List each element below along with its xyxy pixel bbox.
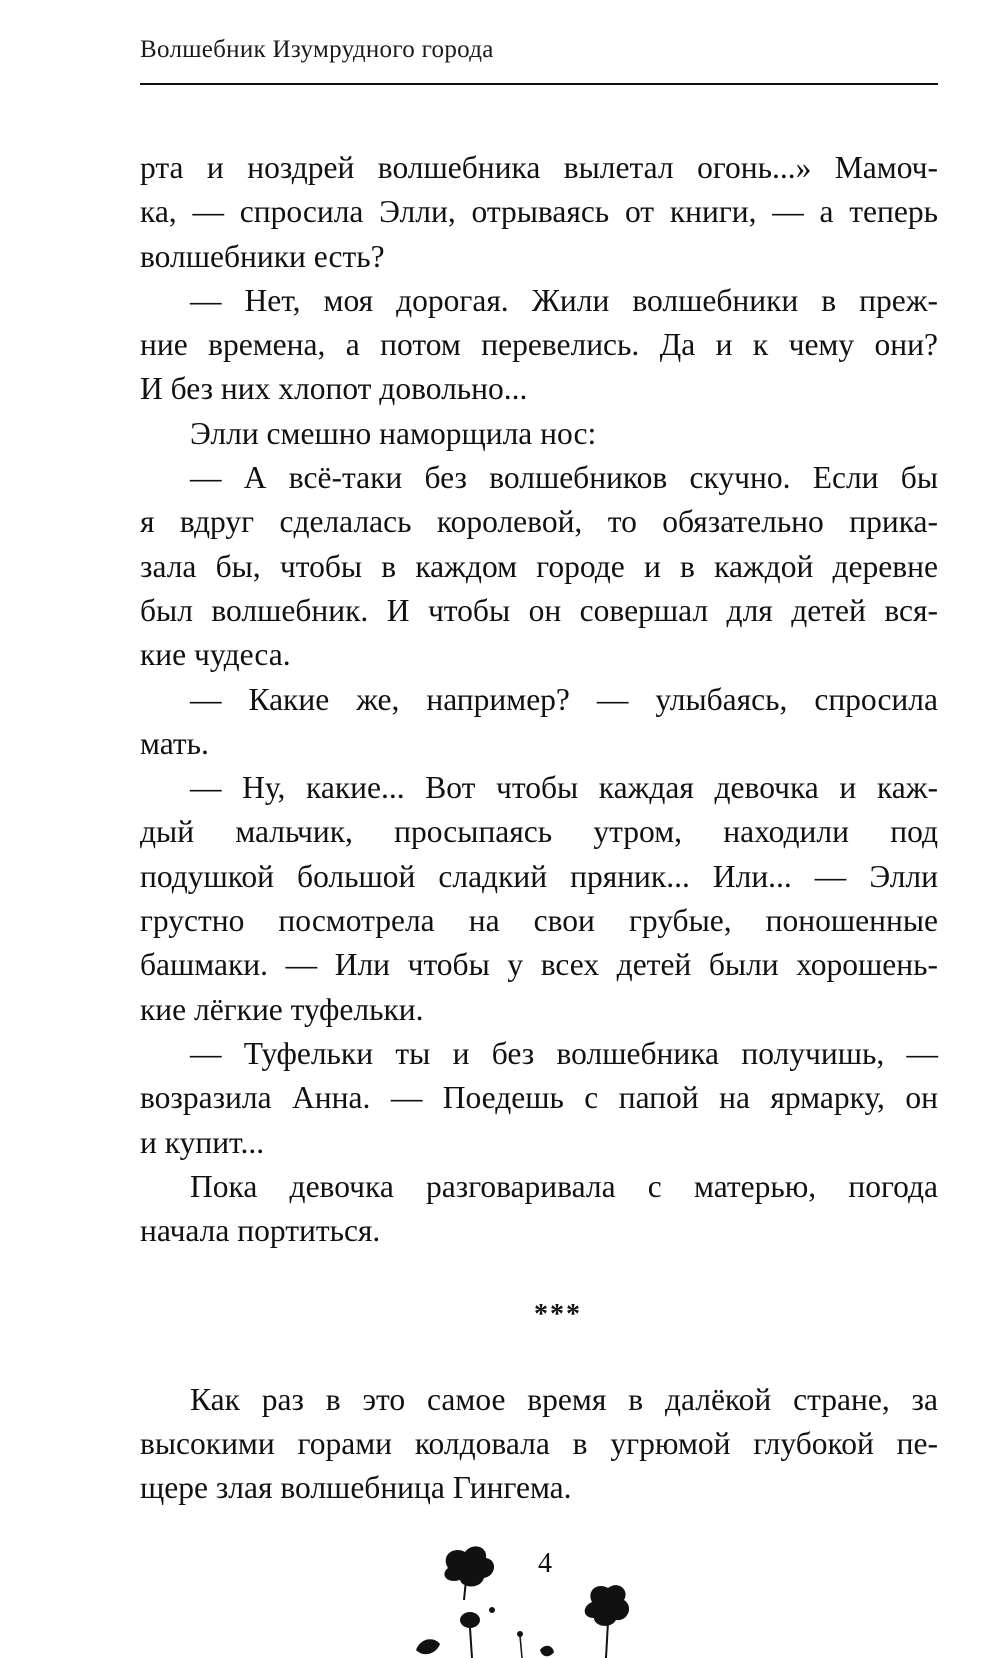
text-line: — Ну, какие... Вот чтобы каждая девочка и каж-	[190, 770, 938, 806]
text-line: кие лёгкие туфельки.	[140, 991, 424, 1027]
text-line: — Туфельки ты и без волшебника получишь, —	[190, 1035, 938, 1071]
text-line: высокими горами колдовала в угрюмой глубокой пе-	[140, 1426, 938, 1462]
text-line: мать.	[140, 725, 209, 761]
text-line: И без них хлопот довольно...	[140, 371, 528, 407]
text-line: грустно посмотрела на свои грубые, поношенные	[140, 903, 938, 939]
text-line: дый мальчик, просыпаясь утром, находили под	[140, 814, 938, 850]
text-line: — А всё-таки без волшебников скучно. Если бы	[190, 460, 938, 496]
text-line: башмаки. — Или чтобы у всех детей были хорошень-	[140, 947, 938, 983]
text-line: ние времена, а потом перевелись. Да и к чему они?	[140, 327, 938, 363]
text-line: я вдруг сделалась королевой, то обязательно прика-	[140, 504, 938, 540]
text-line: подушкой большой сладкий пряник... Или... — Элли	[140, 858, 938, 894]
text-line: и купит...	[140, 1124, 265, 1160]
poppy-flowers-ornament	[0, 1540, 1000, 1658]
text-line: волшебники есть?	[140, 238, 385, 274]
text-line: Элли смешно наморщила нос:	[190, 415, 597, 451]
text-line: ка, — спросила Элли, отрываясь от книги, — а теперь	[140, 194, 938, 230]
section-gap	[140, 1338, 938, 1378]
page-body	[140, 146, 938, 1511]
header-rule	[140, 83, 938, 85]
section-separator: ***	[534, 1299, 582, 1331]
text-line: возразила Анна. — Поедешь с папой на ярмарку, он	[140, 1080, 938, 1116]
running-title: Волшебник Изумрудного города	[140, 36, 494, 63]
text-line: — Нет, моя дорогая. Жили волшебники в преж-	[190, 282, 938, 318]
text-line: начала портиться.	[140, 1213, 381, 1249]
text-line: был волшебник. И чтобы он совершал для детей вся-	[140, 592, 938, 628]
text-line: зала бы, чтобы в каждом городе и в каждой деревне	[140, 548, 938, 584]
text-line: кие чудеса.	[140, 637, 291, 673]
text-line: рта и ноздрей волшебника вылетал огонь...» Мамоч-	[140, 150, 938, 185]
text-line: — Какие же, например? — улыбаясь, спросила	[190, 681, 938, 717]
text-line: Как раз в это самое время в далёкой стране, за	[190, 1381, 938, 1417]
page-number: 4	[538, 1548, 552, 1579]
section-gap	[140, 1253, 938, 1293]
text-line: щере злая волшебница Гингема.	[140, 1470, 572, 1506]
text-line: Пока девочка разговаривала с матерью, погода	[190, 1168, 938, 1204]
